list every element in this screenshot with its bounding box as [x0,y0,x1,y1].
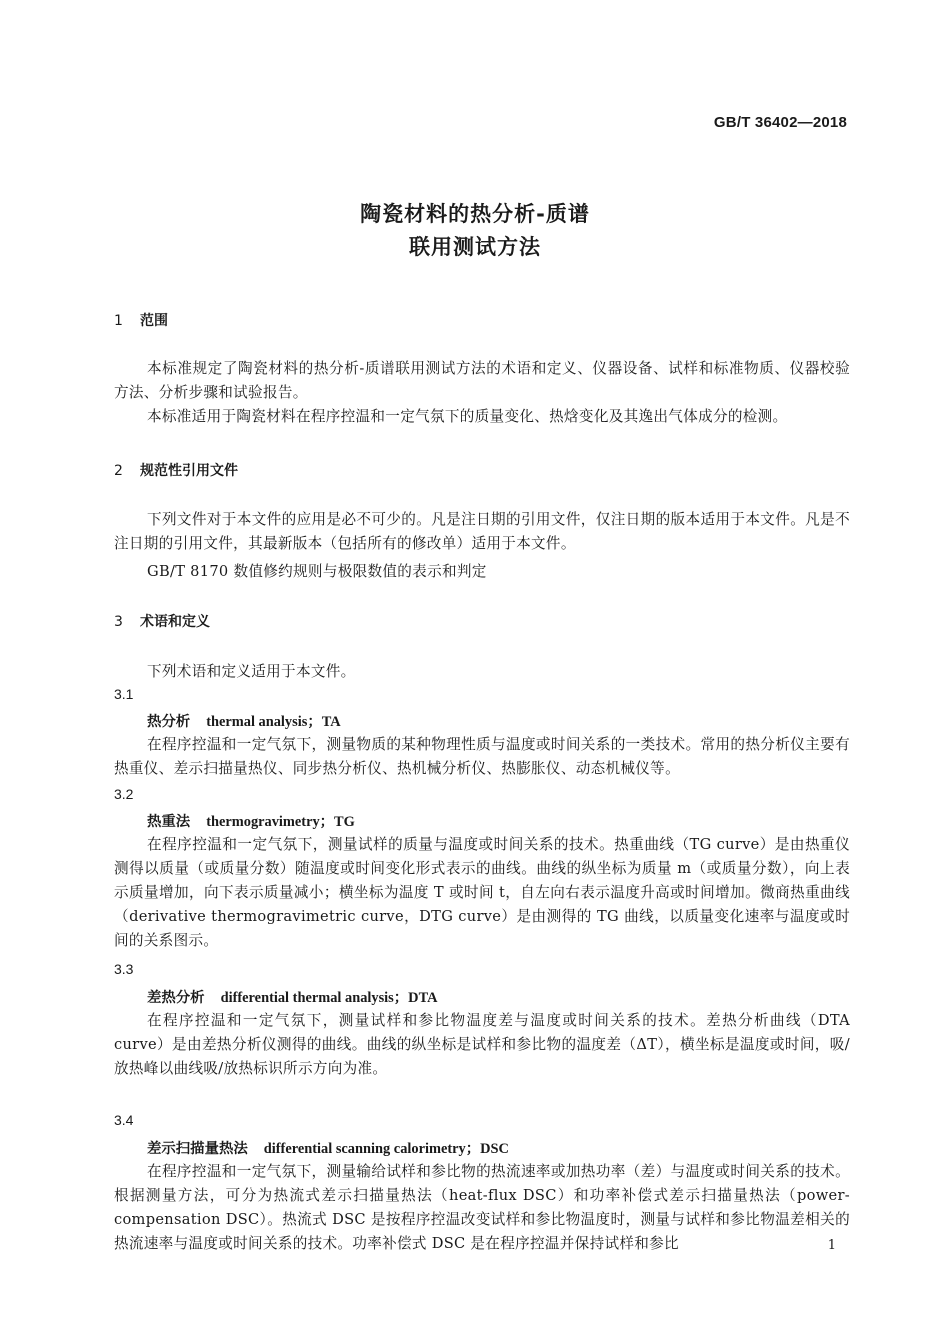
term-entry [147,986,438,1007]
page-number: 1 [827,1238,836,1253]
document-title-line1: 陶瓷材料的热分析-质谱 [360,202,590,226]
standard-number: GB/T 36402—2018 [713,114,847,131]
scope-paragraph-1: 本标准规定了陶瓷材料的热分析-质谱联用测试方法的术语和定义、仪器设备、试样和标准物质、仪器校验方法、分析步骤和试验报告。 [114,360,850,401]
document-title-line2: 联用测试方法 [409,235,541,259]
reference-gbt8170: GB/T 8170 数值修约规则与极限数值的表示和判定 [147,563,487,580]
term-entry [147,1137,509,1158]
section-number: 2 [114,463,123,479]
term-definition: 在程序控温和一定气氛下，测量试样和参比物温度差与温度或时间关系的技术。差热分析曲线（DTA curve）是由差热分析仪测得的曲线。曲线的纵坐标是试样和参比物的温度差（ΔT），横坐标是温度或时间，吸/放热峰以曲线吸/放热标识所示方向为准。 [114,1012,850,1077]
section-title: 规范性引用文件 [140,463,238,479]
section-heading-terms [114,611,210,631]
section-heading-normative-references [114,460,238,480]
term-english: differential thermal analysis；DTA [220,990,438,1006]
term-entry [147,710,341,731]
term-english: thermogravimetry；TG [206,814,355,830]
section-heading-scope [114,310,168,330]
section-title: 范围 [140,313,168,329]
term-english: differential scanning calorimetry；DSC [263,1141,509,1157]
term-english: thermal analysis；TA [206,714,341,730]
terms-intro: 下列术语和定义适用于本文件。 [147,663,356,680]
term-entry [147,810,355,831]
references-paragraph: 下列文件对于本文件的应用是必不可少的。凡是注日期的引用文件，仅注日期的版本适用于本文件。凡是不注日期的引用文件，其最新版本（包括所有的修改单）适用于本文件。 [114,511,850,552]
term-chinese: 差热分析 [147,990,205,1006]
term-chinese: 热重法 [147,814,191,830]
term-chinese: 差示扫描量热法 [147,1141,248,1157]
clause-number: 3.4 [114,1112,134,1128]
term-definition: 在程序控温和一定气氛下，测量物质的某种物理性质与温度或时间关系的一类技术。常用的热分析仪主要有热重仪、差示扫描量热仪、同步热分析仪、热机械分析仪、热膨胀仪、动态机械仪等。 [114,736,850,777]
section-number: 1 [114,313,123,329]
term-chinese: 热分析 [147,714,191,730]
term-definition: 在程序控温和一定气氛下，测量输给试样和参比物的热流速率或加热功率（差）与温度或时间关系的技术。根据测量方法，可分为热流式差示扫描量热法（heat-flux DSC）和功率补偿式差示扫描量热法（power-compensation DSC）。热流式 DSC 是按程序控温改变试样和参比物温度时，测量与试样和参比物温差相关的热流速率与温度或时间关系的技术。功率补偿式 DSC 是在程序控温并保持试样和参比 [114,1163,850,1252]
clause-number: 3.2 [114,786,134,802]
scope-paragraph-2: 本标准适用于陶瓷材料在程序控温和一定气氛下的质量变化、热焓变化及其逸出气体成分的检测。 [147,408,788,425]
section-title: 术语和定义 [140,614,210,630]
clause-number: 3.1 [114,686,134,702]
clause-number: 3.3 [114,961,134,977]
term-definition: 在程序控温和一定气氛下，测量试样的质量与温度或时间关系的技术。热重曲线（TG curve）是由热重仪测得以质量（或质量分数）随温度或时间变化形式表示的曲线。曲线的纵坐标为质量 m（或质量分数），向上表示质量增加，向下表示质量减小；横坐标为温度 T 或时间 t，自左向右表示温度升高或时间增加。微商热重曲线（derivative thermogravimetric curve，DTG curve）是由测得的 TG 曲线，以质量变化速率与温度或时间的关系图示。 [114,836,850,949]
section-number: 3 [114,614,123,630]
